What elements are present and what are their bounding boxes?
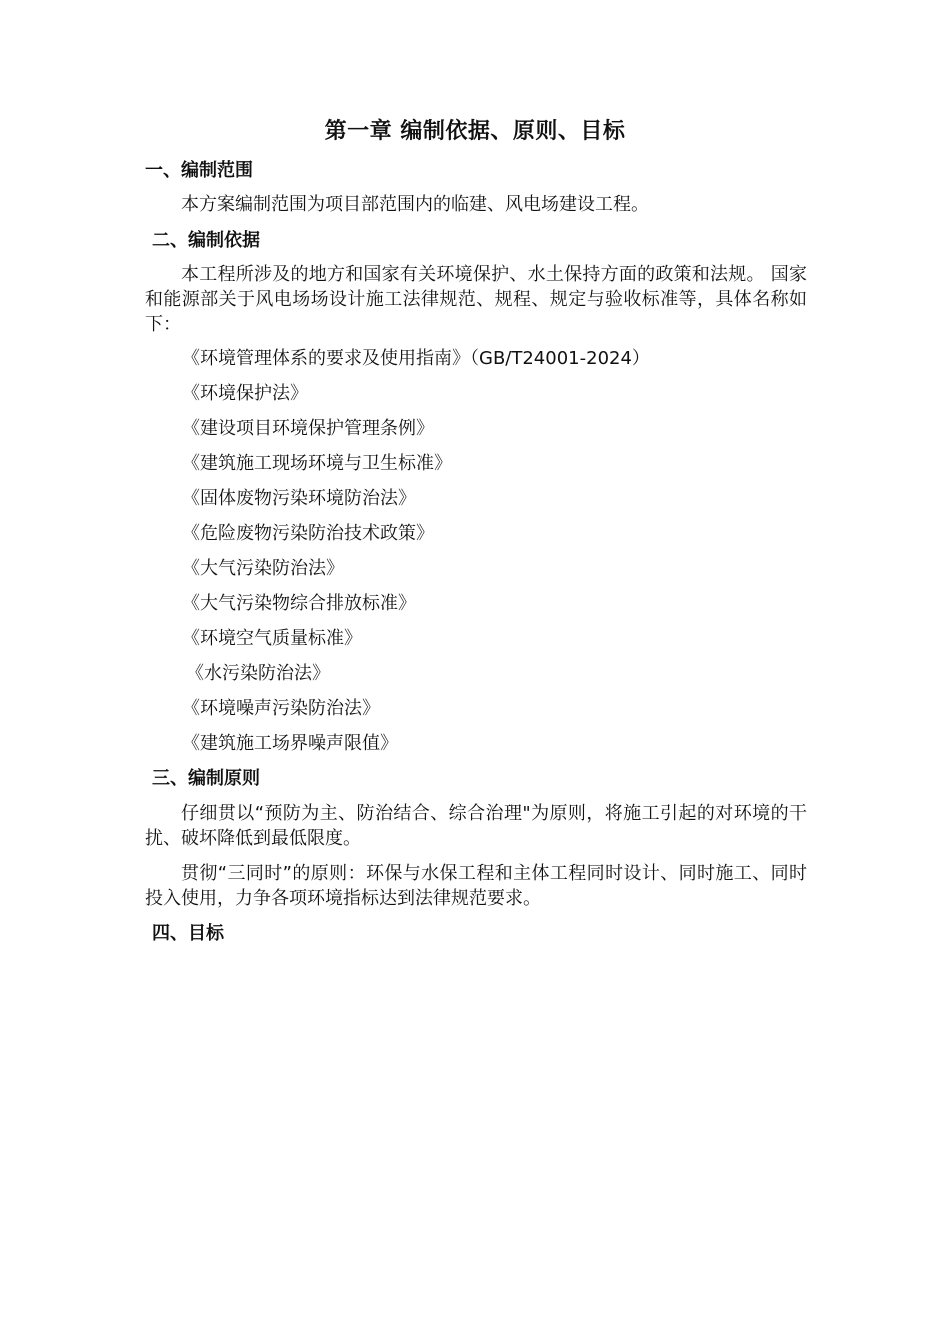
section-heading-scope: 一、编制范围 bbox=[145, 160, 253, 181]
chapter-title: 第一章 编制依据、原则、目标 bbox=[324, 119, 626, 144]
reference-item: 《建设项目环境保护管理条例》 bbox=[182, 418, 434, 439]
reference-item: 《环境噪声污染防治法》 bbox=[182, 698, 380, 719]
reference-item: 《建筑施工现场环境与卫生标准》 bbox=[182, 453, 452, 474]
principle-paragraph-1: 仔细贯以“预防为主、防治结合、综合治理"为原则，将施工引起的对环境的干扰、破坏降低到最低限度。 bbox=[145, 803, 807, 849]
reference-item: 《大气污染物综合排放标准》 bbox=[182, 593, 416, 614]
reference-item: 《危险废物污染防治技术政策》 bbox=[182, 523, 434, 544]
principle-paragraph-2: 贯彻“三同时”的原则：环保与水保工程和主体工程同时设计、同时施工、同时投入使用，力争各项环境指标达到法律规范要求。 bbox=[145, 863, 807, 909]
reference-item: 《建筑施工场界噪声限值》 bbox=[182, 733, 398, 754]
section-heading-goals: 四、目标 bbox=[152, 923, 224, 944]
section-heading-basis: 二、编制依据 bbox=[152, 230, 260, 251]
reference-item: 《固体废物污染环境防治法》 bbox=[182, 488, 416, 509]
reference-item: 《环境空气质量标准》 bbox=[182, 628, 362, 649]
reference-item: 《大气污染防治法》 bbox=[182, 558, 344, 579]
reference-item: 《环境保护法》 bbox=[182, 383, 308, 404]
scope-paragraph: 本方案编制范围为项目部范围内的临建、风电场建设工程。 bbox=[181, 194, 649, 215]
reference-item: 《水污染防治法》 bbox=[186, 663, 330, 684]
basis-intro-paragraph: 本工程所涉及的地方和国家有关环境保护、水土保持方面的政策和法规。 国家和能源部关于风电场场设计施工法律规范、规程、规定与验收标准等，具体名称如下： bbox=[145, 264, 807, 335]
section-heading-principles: 三、编制原则 bbox=[152, 768, 260, 789]
reference-item: 《环境管理体系的要求及使用指南》（GB/T24001-2024） bbox=[182, 348, 650, 369]
